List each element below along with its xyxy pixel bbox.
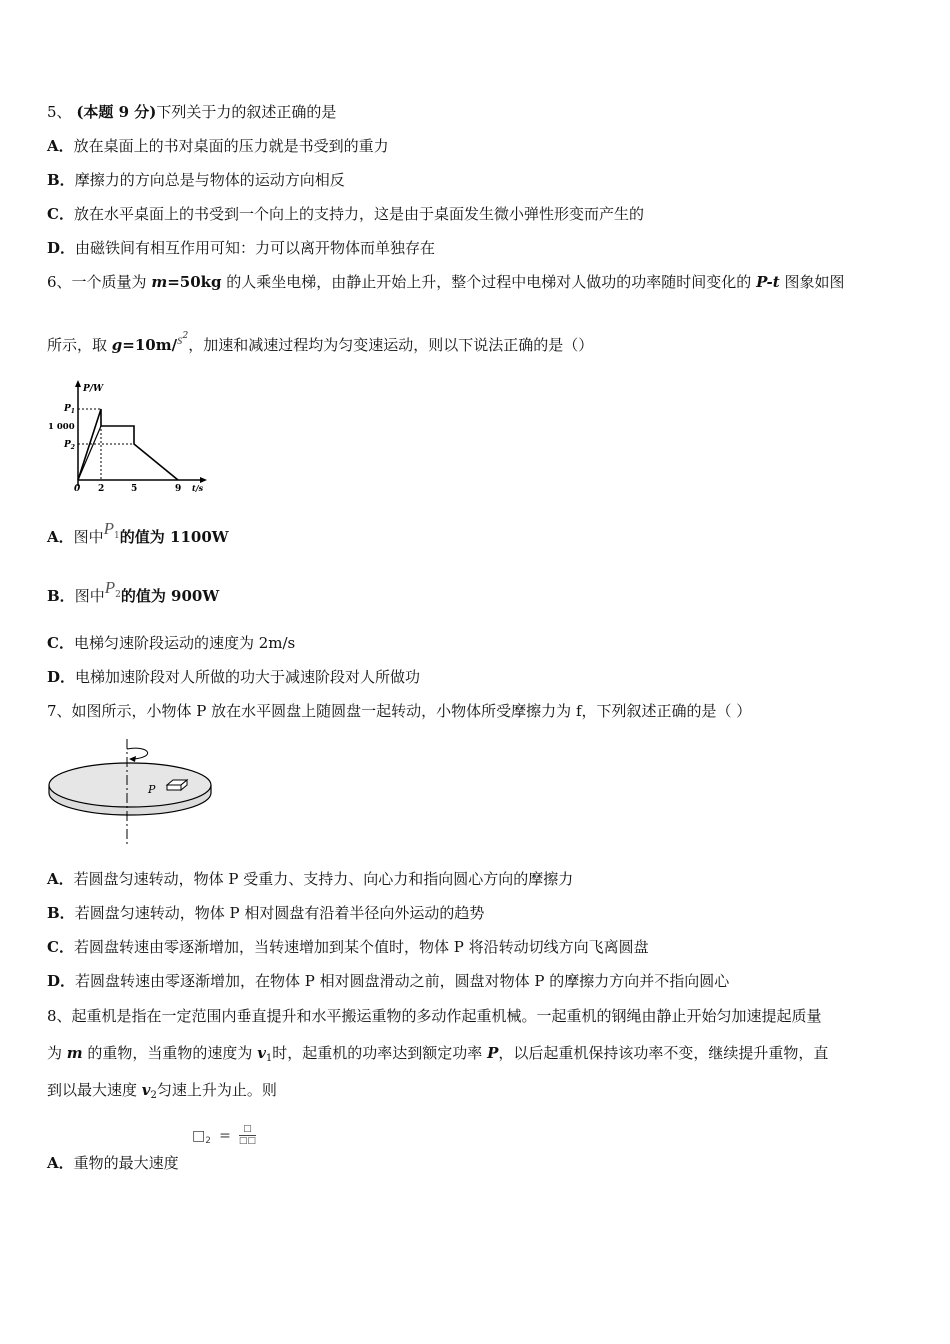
- option-text: 图中: [74, 587, 105, 605]
- q7-stem: 7、如图所示，小物体 P 放在水平圆盘上随圆盘一起转动，小物体所受摩擦力为 f，下列叙述正确的是（ ）: [47, 702, 752, 720]
- q7-option-b: [47, 903, 484, 923]
- q7-option-a: [47, 869, 573, 889]
- q5-stem: [47, 102, 336, 122]
- q6-text: 所示，取: [47, 336, 112, 354]
- option-label: A．: [47, 1154, 74, 1172]
- q6-stem-line2: [47, 331, 594, 358]
- q6-g-unit: s: [177, 333, 183, 348]
- option-label: A．: [47, 870, 74, 888]
- option-text: 电梯加速阶段对人所做的功大于减速阶段对人所做功: [75, 668, 421, 686]
- q8-v1-var: v: [257, 1044, 266, 1062]
- option-label: C．: [47, 938, 74, 956]
- x-tick-9: 9: [175, 484, 182, 494]
- option-text: 若圆盘匀速转动，物体 P 受重力、支持力、向心力和指向圆心方向的摩擦力: [73, 870, 574, 888]
- q5-stem-text: 下列关于力的叙述正确的是: [156, 103, 337, 121]
- p1-letter: P: [64, 404, 71, 414]
- option-text: 若圆盘转速由零逐渐增加，在物体 P 相对圆盘滑动之前，圆盘对物体 P 的摩擦力方向并不指向圆心: [75, 972, 730, 990]
- option-text: 由磁铁间有相互作用可知：力可以离开物体而单独存在: [75, 239, 436, 257]
- option-label: B．: [47, 171, 75, 189]
- option-text: 放在水平桌面上的书受到一个向上的支持力，这是由于桌面发生微小弹性形变而产生的: [73, 205, 644, 223]
- q8-text: 到以最大速度: [47, 1081, 142, 1099]
- p2-sub: 2: [70, 444, 75, 451]
- q6-text: ，加速和减速过程均为匀变速运动，则以下说法正确的是（）: [188, 336, 594, 354]
- q6-text: 的人乘坐电梯，由静止开始上升，整个过程中电梯对人做功的功率随时间变化的: [221, 273, 757, 291]
- option-text: 的值为 1100W: [119, 528, 229, 546]
- y-1000-label: 1 000: [48, 422, 75, 432]
- option-text: 重物的最大速度: [73, 1154, 179, 1172]
- formula-denominator: □□: [238, 1136, 256, 1146]
- option-text: 放在桌面上的书对桌面的压力就是书受到的重力: [73, 137, 389, 155]
- q8-stem-line3: [47, 1080, 277, 1103]
- q5-option-b: [47, 170, 345, 190]
- rotation-arrow: [127, 748, 148, 759]
- option-label: A．: [47, 528, 74, 546]
- q8-stem-line1: 8、起重机是指在一定范围内垂直提升和水平搬运重物的多动作起重机械。一起重机的钢绳由静止开始匀加速提起质量: [47, 1007, 822, 1025]
- q8-text: 匀速上升为止。则: [156, 1081, 277, 1099]
- option-label: B．: [47, 904, 75, 922]
- option-text: 摩擦力的方向总是与物体的运动方向相反: [74, 171, 345, 189]
- rotation-arrowhead: [129, 756, 136, 762]
- q6-option-c: [47, 633, 295, 653]
- q6-mass-val: =50kg: [167, 273, 222, 291]
- q6-option-d: [47, 667, 420, 687]
- q8-v2-sub: 2: [150, 1090, 157, 1101]
- x-axis-label: t/s: [192, 483, 204, 493]
- pt-graph: [45, 378, 215, 498]
- block-label: P: [148, 783, 156, 796]
- formula-sub: 2: [205, 1136, 211, 1146]
- q8-option-a-formula: [192, 1124, 256, 1147]
- q8-text: 为: [47, 1044, 67, 1062]
- q6-g-exp: 2: [182, 331, 189, 341]
- q8-text: 时，起重机的功率达到额定功率: [272, 1044, 488, 1062]
- option-text: 若圆盘转速由零逐渐增加，当转速增加到某个值时，物体 P 将沿转动切线方向飞离圆盘: [73, 938, 649, 956]
- q7-option-c: [47, 937, 649, 957]
- option-label: D．: [47, 972, 76, 990]
- p1-sub: 1: [70, 408, 75, 415]
- block-front: [167, 785, 181, 790]
- q6-g-val: =10m/: [122, 336, 178, 354]
- p2-letter: P: [64, 440, 71, 450]
- option-label: D．: [47, 239, 76, 257]
- q5-option-d: [47, 238, 435, 258]
- formula-numerator: □: [239, 1124, 256, 1136]
- formula-lhs: □: [192, 1128, 206, 1144]
- option-text: 图中: [73, 528, 104, 546]
- option-text: 若圆盘匀速转动，物体 P 相对圆盘有沿着半径向外运动的趋势: [74, 904, 485, 922]
- q8-option-a: [47, 1153, 179, 1173]
- q6-pt-var: P-t: [756, 273, 780, 291]
- option-text: 的值为 900W: [120, 587, 220, 605]
- origin-label: 0: [74, 484, 81, 494]
- q6-text: 图象如图: [779, 273, 845, 291]
- option-text: 电梯匀速阶段运动的速度为 2m/s: [73, 634, 296, 652]
- q8-text: ，以后起重机保持该功率不变，继续提升重物，直: [498, 1044, 829, 1062]
- y-axis-arrow: [75, 380, 81, 387]
- q6-text: 6、一个质量为: [47, 273, 152, 291]
- q8-v2-var: v: [141, 1081, 151, 1099]
- q5-number: 5、: [47, 103, 72, 121]
- initial-line: [78, 426, 101, 480]
- option-label: A．: [47, 137, 74, 155]
- p2-symbol: P: [104, 578, 116, 597]
- option-label: B．: [47, 587, 75, 605]
- q6-mass-var: m: [151, 273, 168, 291]
- x-tick-2: 2: [98, 484, 105, 494]
- q5-score-tag: (本题 9 分): [76, 103, 157, 121]
- q8-mass-var: m: [66, 1044, 83, 1062]
- q8-power-var: P: [487, 1044, 499, 1062]
- p2-symbol-sub: 2: [115, 590, 121, 600]
- q5-option-a: [47, 136, 389, 156]
- q8-text: 的重物，当重物的速度为: [82, 1044, 258, 1062]
- q8-v1-sub: 1: [265, 1053, 273, 1064]
- p1-symbol-sub: 1: [114, 531, 120, 541]
- option-label: D．: [47, 668, 76, 686]
- q8-stem-line2: [47, 1043, 828, 1066]
- x-tick-5: 5: [131, 484, 138, 494]
- formula-fraction: [239, 1124, 256, 1147]
- p1-label: [63, 404, 75, 415]
- p1-symbol: P: [103, 519, 115, 538]
- q7-option-d: [47, 971, 729, 991]
- rotating-disk-figure: [45, 735, 215, 850]
- formula-eq: =: [219, 1128, 231, 1144]
- y-axis-label: P/W: [83, 384, 104, 394]
- q6-option-a: [47, 519, 229, 550]
- q6-stem-line1: [47, 272, 844, 292]
- q6-g-var: g: [111, 336, 123, 354]
- option-label: C．: [47, 205, 74, 223]
- q5-option-c: [47, 204, 644, 224]
- q6-option-b: [47, 578, 220, 609]
- option-label: C．: [47, 634, 74, 652]
- p2-label: [63, 440, 75, 451]
